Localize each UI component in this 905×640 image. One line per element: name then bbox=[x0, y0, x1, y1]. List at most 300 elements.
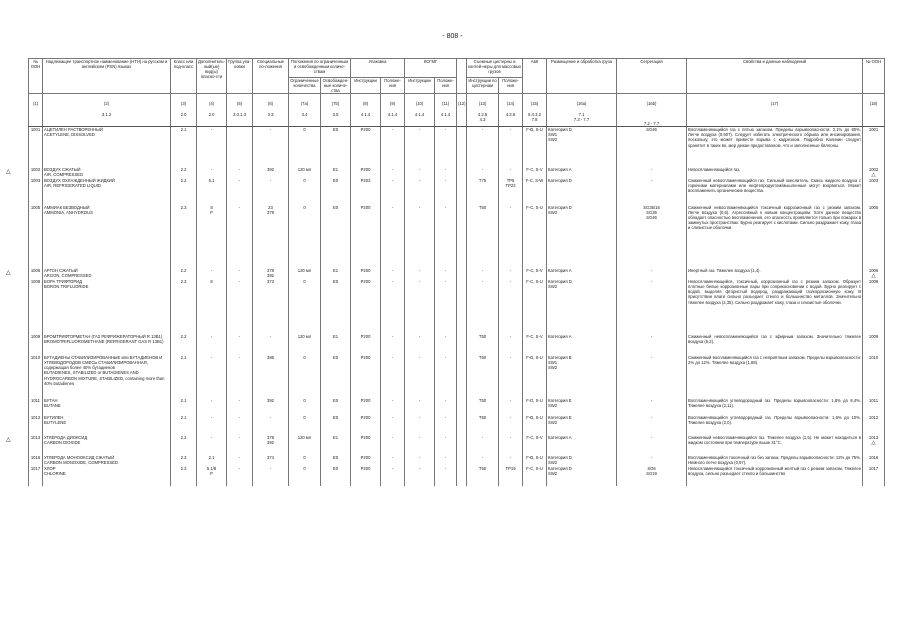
class-cell: 2.2 bbox=[171, 435, 197, 455]
stowage-cell: Категория A bbox=[547, 435, 617, 455]
packing-provision-cell: - bbox=[381, 334, 405, 355]
un-cell bbox=[29, 205, 43, 268]
packing-provision-cell: - bbox=[381, 279, 405, 334]
ems-cell: F-C, S-U bbox=[523, 205, 547, 268]
packing-provision-cell: - bbox=[381, 415, 405, 435]
col-12-cell bbox=[457, 268, 467, 279]
table-row bbox=[29, 178, 885, 205]
tank-instruction-cell: T75 bbox=[467, 178, 499, 205]
header-ibc-provisions: Положе-ния bbox=[435, 78, 457, 94]
ibc-provision-cell: - bbox=[435, 435, 457, 455]
col-12-cell bbox=[457, 398, 467, 415]
class-cell: 2.3 bbox=[171, 455, 197, 466]
packing-group-cell: - bbox=[227, 398, 253, 415]
header-ibc-instructions: Инструкции bbox=[405, 78, 435, 94]
packing-group-cell: - bbox=[227, 178, 253, 205]
packing-provision-cell: - bbox=[381, 355, 405, 398]
stowage-cell: Категория D SW2 bbox=[547, 279, 617, 334]
section-ref bbox=[687, 112, 863, 127]
ibc-provision-cell: - bbox=[435, 268, 457, 279]
stowage-cell: Категория E SW2 bbox=[547, 398, 617, 415]
packing-instruction-cell: P200 bbox=[351, 415, 381, 435]
header-subsidiary-hazard: Дополнитель-ный(ые) вид(ы) опасно-сти bbox=[197, 59, 227, 94]
table-row bbox=[29, 466, 885, 486]
ems-cell: F-C, S-U bbox=[523, 279, 547, 334]
properties-cell: Сжиженный невоспламеняющийся газ. Тяжелее воздуха (1,5). Не может находиться в жидком состоянии при температуре выше 31°C. bbox=[687, 435, 863, 455]
un-number-right: 1013 bbox=[868, 435, 879, 441]
section-ref: 2.0 bbox=[171, 112, 197, 127]
section-ref: 4.1.4 bbox=[435, 112, 457, 127]
properties-cell: Сжиженный воспламеняющийся газ с неприятным запахом. Пределы взрывоопасности: 2% до 12%. Тяжелее воздуха (1,88). bbox=[687, 355, 863, 398]
column-number: (7a) bbox=[289, 94, 321, 113]
segregation-cell: - bbox=[617, 355, 687, 398]
packing-provision-cell: - bbox=[381, 205, 405, 268]
excepted-quantity-cell: E0 bbox=[321, 279, 351, 334]
ibc-instruction-cell: - bbox=[405, 466, 435, 486]
segregation-cell: - bbox=[617, 167, 687, 178]
name-cell: БУТАН BUTANE bbox=[43, 398, 171, 415]
column-number: (13) bbox=[467, 94, 499, 113]
excepted-quantity-cell: E1 bbox=[321, 167, 351, 178]
un-right-cell bbox=[863, 415, 885, 435]
properties-cell: Воспламеняющийся углеводородный газ. Пределы взрывоопасности: 1,6% до 10%. Тяжелее воздуха (2,0). bbox=[687, 415, 863, 435]
un-cell bbox=[29, 455, 43, 466]
un-number: 1002 bbox=[30, 166, 41, 172]
subsidiary-hazard-cell: - bbox=[197, 435, 227, 455]
section-ref: 7.2 - 7.7 bbox=[617, 112, 687, 127]
limited-quantity-cell: 0 bbox=[289, 455, 321, 466]
un-cell bbox=[29, 398, 43, 415]
packing-instruction-cell: P200 bbox=[351, 398, 381, 415]
column-number: (16b) bbox=[617, 94, 687, 113]
un-cell bbox=[29, 268, 43, 279]
special-provisions-cell: 392 bbox=[253, 167, 289, 178]
packing-group-cell: - bbox=[227, 268, 253, 279]
column-number: (11) bbox=[435, 94, 457, 113]
amendment-mark-right: △ bbox=[871, 440, 876, 447]
limited-quantity-cell: 0 bbox=[289, 355, 321, 398]
header-ibc: КСГМГ bbox=[405, 59, 457, 78]
packing-instruction-cell: P200 bbox=[351, 355, 381, 398]
ems-cell: F-C, S-U bbox=[523, 466, 547, 486]
subsidiary-hazard-cell: 5.1 bbox=[197, 178, 227, 205]
column-number: (15) bbox=[523, 94, 547, 113]
subsidiary-hazard-cell: - bbox=[197, 334, 227, 355]
segregation-cell: - bbox=[617, 178, 687, 205]
tank-provision-cell: - bbox=[499, 415, 523, 435]
header-limited-quantities: Ограниченные количества bbox=[289, 78, 321, 94]
un-number: 1001 bbox=[30, 127, 41, 133]
packing-group-cell bbox=[227, 127, 253, 167]
packing-instruction-cell: P200 bbox=[351, 127, 381, 167]
packing-provision-cell: - bbox=[381, 127, 405, 167]
table-row bbox=[29, 398, 885, 415]
subsidiary-hazard-cell: - bbox=[197, 355, 227, 398]
properties-cell: Невоспламеняющийся газ. bbox=[687, 167, 863, 178]
segregation-cell: - bbox=[617, 435, 687, 455]
un-number: 1012 bbox=[30, 415, 41, 421]
packing-provision-cell: - bbox=[381, 167, 405, 178]
limited-quantity-cell: 120 мл bbox=[289, 435, 321, 455]
amendment-mark-right: △ bbox=[871, 273, 876, 280]
segregation-cell: - bbox=[617, 268, 687, 279]
packing-group-cell: - bbox=[227, 415, 253, 435]
special-provisions-cell: - bbox=[253, 127, 289, 167]
packing-instruction-cell: P200 bbox=[351, 167, 381, 178]
un-number: 1005 bbox=[30, 204, 41, 210]
un-right-cell bbox=[863, 127, 885, 167]
tank-provision-cell: - bbox=[499, 435, 523, 455]
amendment-mark-left: △ bbox=[6, 168, 11, 175]
column-number: (3) bbox=[171, 94, 197, 113]
column-number: (8) bbox=[351, 94, 381, 113]
col-12-cell bbox=[457, 127, 467, 167]
ibc-provision-cell: - bbox=[435, 415, 457, 435]
segregation-cell: - bbox=[617, 398, 687, 415]
header-packing-instructions: Инструкции bbox=[351, 78, 381, 94]
section-ref: 3.3 bbox=[253, 112, 289, 127]
header-limited-excepted: Положения по ограниченным и освобожденным количе-ствам bbox=[289, 59, 351, 78]
ems-cell: F-D, S-U bbox=[523, 127, 547, 167]
tank-instruction-cell: T50 bbox=[467, 355, 499, 398]
properties-cell: Воспламеняющийся углеводородный газ. Пределы взрывоопасности: 1,8% до 8,4%. Тяжелее воздуха (2,11). bbox=[687, 398, 863, 415]
packing-instruction-cell: P200 bbox=[351, 455, 381, 466]
column-number: (12) bbox=[457, 94, 467, 113]
packing-instruction-cell: P200 bbox=[351, 435, 381, 455]
class-cell: 2.1 bbox=[171, 355, 197, 398]
un-number-right: 1016 bbox=[868, 455, 879, 461]
properties-cell: Сжиженный невоспламеняющийся газ. Сильный окислитель. Смесь жидкого воздуха с горючими материалами или нефтепродуктом/мышленные могут взорваться. Может воспламенить органические вещества. bbox=[687, 178, 863, 205]
header-tank-instructions: Инструкции по цистернам bbox=[467, 78, 499, 94]
ems-cell: F-C, S-W bbox=[523, 178, 547, 205]
section-ref: 5.4.3.2 7.8 bbox=[523, 112, 547, 127]
un-number: 1010 bbox=[30, 355, 41, 361]
column-number: (18) bbox=[863, 94, 885, 113]
name-cell: БУТИЛЕН BUTYLENE bbox=[43, 415, 171, 435]
stowage-cell: Категория D SW2 bbox=[547, 466, 617, 486]
properties-cell: Воспламеняющийся газ с пятью запахом. Пределы взрывоопасности: 2,1% до 80%. Легче воздуха (0,907). Следует избегать электрического обрыва или инсинирования, поскольку, это может привести взрыва с кадрезоом. Подробно Калинин следует хранятит в таких во. мер дежан предоставоном, что и заполненные бвллоны. bbox=[687, 127, 863, 167]
segregation-cell: - bbox=[617, 279, 687, 334]
section-ref bbox=[863, 112, 885, 127]
subsidiary-hazard-cell: - bbox=[197, 268, 227, 279]
un-right-cell bbox=[863, 205, 885, 268]
class-cell: 2.3 bbox=[171, 279, 197, 334]
properties-cell: Воспламеняющийся токсичный газ без запаха. Пределы взрывоопасности: 12% до 75%. Немного легче воздуха (0,97). bbox=[688, 455, 862, 466]
col-12-cell bbox=[457, 415, 467, 435]
stowage-cell: Категория E SW2 bbox=[547, 415, 617, 435]
column-number: (7b) bbox=[321, 94, 351, 113]
special-provisions-cell: - bbox=[253, 415, 289, 435]
column-number: (6) bbox=[253, 94, 289, 113]
amendment-mark-left: △ bbox=[6, 269, 11, 276]
table-row bbox=[29, 167, 885, 178]
column-number: (17) bbox=[687, 94, 863, 113]
name-cell: УГЛЕРОДА ДИОКСИД CARBON DIOXIDE bbox=[43, 435, 171, 455]
ems-cell: F-D, S-U bbox=[523, 455, 547, 466]
un-number: 1016 bbox=[30, 455, 41, 461]
packing-group-cell: - bbox=[227, 167, 253, 178]
section-ref bbox=[29, 112, 43, 127]
un-number-right: 1010 bbox=[868, 355, 879, 361]
class-cell: 2.1 bbox=[171, 127, 197, 167]
tank-provision-cell: - bbox=[499, 279, 523, 334]
col-12-cell bbox=[457, 167, 467, 178]
packing-provision-cell: - bbox=[381, 398, 405, 415]
subsidiary-hazard-cell: 8 bbox=[197, 279, 227, 334]
un-number-right: 1017 bbox=[868, 466, 879, 472]
table-row bbox=[29, 415, 885, 435]
un-number-right: 1009 bbox=[868, 334, 879, 340]
column-number: (5) bbox=[227, 94, 253, 113]
col-12-cell bbox=[457, 355, 467, 398]
ibc-instruction-cell: - bbox=[405, 334, 435, 355]
ibc-instruction-cell: - bbox=[405, 398, 435, 415]
special-provisions-cell: 386 bbox=[253, 355, 289, 398]
ibc-provision-cell: - bbox=[435, 279, 457, 334]
ibc-instruction-cell: - bbox=[405, 435, 435, 455]
un-right-cell bbox=[863, 466, 885, 486]
table-row bbox=[29, 205, 885, 268]
column-number: (9) bbox=[381, 94, 405, 113]
col-12-cell bbox=[457, 279, 467, 334]
un-number: 1011 bbox=[30, 398, 40, 404]
special-provisions-cell: - bbox=[253, 334, 289, 355]
ibc-instruction-cell: - bbox=[405, 415, 435, 435]
table-row bbox=[29, 435, 885, 455]
special-provisions-cell: 373 bbox=[253, 279, 289, 334]
un-right-cell bbox=[863, 398, 885, 415]
packing-group-cell: - bbox=[227, 334, 253, 355]
stowage-cell: Категория A bbox=[547, 334, 617, 355]
subsidiary-hazard-cell: 8 P bbox=[197, 205, 227, 268]
excepted-quantity-cell: E1 bbox=[321, 268, 351, 279]
ibc-instruction-cell: - bbox=[405, 127, 435, 167]
header-un-number-right: № ООН bbox=[863, 59, 885, 94]
un-number-right: 1006 bbox=[868, 267, 879, 273]
special-provisions-cell: 392 bbox=[253, 398, 289, 415]
un-number: 1009 bbox=[30, 334, 41, 340]
ibc-provision-cell: - bbox=[435, 398, 457, 415]
header-packing: Упаковка bbox=[351, 59, 405, 78]
limited-quantity-cell: 0 bbox=[289, 127, 321, 167]
header-stowage: Размещение и обработка груза bbox=[547, 59, 617, 94]
ibc-instruction-cell: - bbox=[405, 268, 435, 279]
excepted-quantity-cell: E0 bbox=[321, 127, 351, 167]
un-number: 1006 bbox=[30, 267, 41, 273]
properties-cell: Сжиженный невоспламеняющийся токсичный коррозионный газ с резким запахом. Легче воздуха (0,6). Агрессивный к новым концентрациям. Хотя данное вещество обладает опасностью воспламенения, его опасность проявляется только при пожарах в замкнутых пространствах. Бурно реагирует с кислотами. Сильно раздражает кожу, глаза и слизистые оболочки. bbox=[687, 205, 863, 268]
stowage-cell: Категория D SW2 bbox=[547, 205, 617, 268]
limited-quantity-cell: 120 мл bbox=[289, 334, 321, 355]
properties-cell: Инертный газ. Тяжелее воздуха (1,4). bbox=[687, 268, 863, 279]
section-ref: 4.1.4 bbox=[405, 112, 435, 127]
packing-group-cell: - bbox=[227, 355, 253, 398]
excepted-quantity-cell: E1 bbox=[321, 435, 351, 455]
packing-provision-cell: - bbox=[381, 466, 405, 486]
limited-quantity-cell: 0 bbox=[289, 415, 321, 435]
column-number: (1) bbox=[29, 94, 43, 113]
subsidiary-hazard-cell: - bbox=[197, 127, 227, 167]
column-number: (14) bbox=[499, 94, 523, 113]
name-cell: ВОЗДУХ СЖАТЫЙ AIR, COMPRESSED bbox=[43, 167, 171, 178]
table-row bbox=[29, 268, 885, 279]
stowage-cell: Категория D SW1 SW2 bbox=[547, 127, 617, 167]
table-row bbox=[29, 334, 885, 355]
ibc-instruction-cell: - bbox=[405, 178, 435, 205]
section-ref: 3.1.2 bbox=[43, 112, 171, 127]
un-cell bbox=[29, 178, 43, 205]
un-cell bbox=[29, 127, 43, 167]
excepted-quantity-cell: E0 bbox=[321, 466, 351, 486]
table-body bbox=[29, 127, 885, 486]
section-ref: 3.4 bbox=[289, 112, 321, 127]
amendment-mark-left: △ bbox=[6, 437, 11, 444]
tank-provision-cell: - bbox=[499, 398, 523, 415]
special-provisions-cell: 374 bbox=[253, 455, 289, 466]
header-tank-provisions: Положе-ния bbox=[499, 78, 523, 94]
tank-provision-cell: - bbox=[499, 334, 523, 355]
section-ref: 4.1.4 bbox=[351, 112, 381, 127]
packing-instruction-cell: P203 bbox=[351, 178, 381, 205]
packing-instruction-cell: P200 bbox=[351, 279, 381, 334]
class-cell: 2.3 bbox=[171, 205, 197, 268]
limited-quantity-cell: 0 bbox=[289, 205, 321, 268]
ems-cell: F-D, S-U bbox=[523, 415, 547, 435]
dangerous-goods-list-table bbox=[28, 58, 885, 486]
packing-instruction-cell: P200 bbox=[351, 268, 381, 279]
tank-provision-cell: - bbox=[499, 268, 523, 279]
excepted-quantity-cell: E0 bbox=[321, 355, 351, 398]
col-12-cell bbox=[457, 205, 467, 268]
class-cell: 2.1 bbox=[171, 415, 197, 435]
special-provisions-cell: 378 392 bbox=[253, 435, 289, 455]
un-number-right: 1011 bbox=[869, 398, 879, 404]
limited-quantity-cell: 0 bbox=[289, 466, 321, 486]
section-ref: 4.2.5 4.3 bbox=[467, 112, 499, 127]
tank-instruction-cell: T50 bbox=[467, 205, 499, 268]
un-number: 1017 bbox=[30, 466, 41, 472]
un-right-cell bbox=[863, 435, 885, 455]
header-class: Класс или под-класс bbox=[171, 59, 197, 94]
packing-group-cell: - bbox=[227, 279, 253, 334]
name-cell: УГЛЕРОДА МОНООКСИД СЖАТЫЙ CARBON MONOXIDE, COMPRESSED bbox=[43, 455, 171, 466]
header-segregation: Сегрегация bbox=[617, 59, 687, 94]
ibc-instruction-cell: - bbox=[405, 167, 435, 178]
subsidiary-hazard-cell: 2.1 bbox=[197, 455, 227, 466]
tank-instruction-cell: - bbox=[467, 455, 499, 466]
subsidiary-hazard-cell: - bbox=[197, 415, 227, 435]
properties-cell: Невоспламеняющийся, токсичный, коррозионный газ с резким запахом. Образует плотные белые коррозионные пары при соприкосновении с водой. Бурно реагирует с водой, выделяя фтористый водород, раздражающий газ/коррозионную кожу. В присутствии влаги сильно разъедает стекло и большинство металлов. Значительно тяжелее воздуха (2,35). Сильно раздражает кожу, глаза и слизистые оболочки. bbox=[687, 279, 863, 334]
ibc-instruction-cell: - bbox=[405, 355, 435, 398]
un-cell bbox=[29, 167, 43, 178]
segregation-cell: - bbox=[617, 334, 687, 355]
stowage-cell: Категория D SW2 bbox=[547, 455, 617, 466]
un-cell bbox=[29, 415, 43, 435]
packing-group-cell: - bbox=[227, 205, 253, 268]
column-number: (16a) bbox=[547, 94, 617, 113]
packing-instruction-cell: P200 bbox=[351, 466, 381, 486]
un-number-right: 1005 bbox=[868, 204, 879, 210]
name-cell: БУТАДИЕНЫ СТАБИЛИЗИРОВАННЫЕ или БУТАДИЕНОВ И УГЛЕВОДОРОДОВ СМЕСЬ СТАБИЛИЗИРОВАННАЯ, содержащая более 40% бутадиенов BUTADIENES, STABILIZED or BUTADIENES AND HYDROCARBON MIXTURE, STABILIZED, containing more than 40% butadienes bbox=[43, 355, 171, 398]
section-ref bbox=[457, 112, 467, 127]
ibc-provision-cell: - bbox=[435, 466, 457, 486]
un-cell bbox=[29, 466, 43, 486]
col-12-cell bbox=[457, 455, 467, 466]
tank-provision-cell: TP5 TP22 bbox=[499, 178, 523, 205]
stowage-cell: Категория B SW1 SW2 bbox=[547, 355, 617, 398]
name-cell: ВОЗДУХ ОХЛАЖДЕННЫЙ ЖИДКИЙ AIR, REFRIGERATED LIQUID bbox=[43, 178, 171, 205]
tank-provision-cell: TP19 bbox=[499, 466, 523, 486]
header-col-12 bbox=[457, 59, 467, 94]
packing-instruction-cell: P200 bbox=[351, 205, 381, 268]
table-row bbox=[29, 355, 885, 398]
properties-cell: Невоспламеняющийся токсичный коррозионный желтый газ с резким запахом. Тяжелее воздуха, сильно разъедает стекло и большинство bbox=[687, 466, 863, 486]
section-ref: 4.1.4 bbox=[381, 112, 405, 127]
class-cell: 2.2 bbox=[171, 178, 197, 205]
stowage-cell: Категория A bbox=[547, 268, 617, 279]
tank-instruction-cell: T50 bbox=[467, 415, 499, 435]
header-properties: Свойства и данные наблюдений bbox=[687, 59, 863, 94]
header-special-provisions: Специальные по-ложения bbox=[253, 59, 289, 94]
un-cell bbox=[29, 334, 43, 355]
tank-provision-cell: - bbox=[499, 455, 523, 466]
ibc-provision-cell: - bbox=[435, 167, 457, 178]
ibc-provision-cell: - bbox=[435, 334, 457, 355]
name-cell: АММИАК БЕЗВОДНЫЙ AMMONIA, ANHYDROUS bbox=[43, 205, 171, 268]
ems-cell: F-C, S-V bbox=[523, 268, 547, 279]
class-cell: 2.2 bbox=[171, 334, 197, 355]
special-provisions-cell: 23 379 bbox=[253, 205, 289, 268]
tank-provision-cell: - bbox=[499, 205, 523, 268]
class-cell: 2.2 bbox=[171, 268, 197, 279]
un-number-right: 1002 bbox=[868, 166, 879, 172]
section-ref: 3.5 bbox=[321, 112, 351, 127]
un-right-cell bbox=[863, 279, 885, 334]
un-number-right: 1003 bbox=[868, 177, 879, 183]
stowage-cell: Категория A bbox=[547, 167, 617, 178]
ibc-instruction-cell: - bbox=[405, 205, 435, 268]
segregation-cell: SG35/16 SG35 SG46 bbox=[617, 205, 687, 268]
page-number: - 808 - bbox=[442, 33, 463, 40]
un-number-right: 1001 bbox=[868, 127, 879, 133]
un-cell bbox=[29, 435, 43, 455]
un-cell bbox=[29, 279, 43, 334]
tank-instruction-cell: - bbox=[467, 268, 499, 279]
ems-cell: F-C, S-V bbox=[523, 435, 547, 455]
ibc-provision-cell: - bbox=[435, 205, 457, 268]
tank-provision-cell: - bbox=[499, 355, 523, 398]
column-numbers-row bbox=[29, 94, 885, 113]
header-portable-tanks: Съемные цистерны и контей-неры для массовых грузов bbox=[467, 59, 523, 78]
excepted-quantity-cell: E0 bbox=[321, 455, 351, 466]
limited-quantity-cell: 0 bbox=[289, 178, 321, 205]
limited-quantity-cell: 0 bbox=[289, 279, 321, 334]
limited-quantity-cell: 120 мл bbox=[289, 167, 321, 178]
special-provisions-cell: - bbox=[253, 466, 289, 486]
packing-group-cell: - bbox=[227, 435, 253, 455]
table-row bbox=[29, 455, 885, 466]
tank-instruction-cell: - bbox=[467, 167, 499, 178]
ibc-instruction-cell: - bbox=[405, 455, 435, 466]
ems-cell: F-D, S-U bbox=[523, 398, 547, 415]
column-number: (2) bbox=[43, 94, 171, 113]
packing-group-cell: - bbox=[227, 455, 253, 466]
section-ref: 7.1 7.3 - 7.7 bbox=[547, 112, 617, 127]
packing-provision-cell: - bbox=[381, 455, 405, 466]
ibc-provision-cell: - bbox=[435, 455, 457, 466]
class-cell: 2.1 bbox=[171, 398, 197, 415]
header-excepted-quantities: Освобожден-ные количе-ства bbox=[321, 78, 351, 94]
un-right-cell bbox=[863, 268, 885, 279]
